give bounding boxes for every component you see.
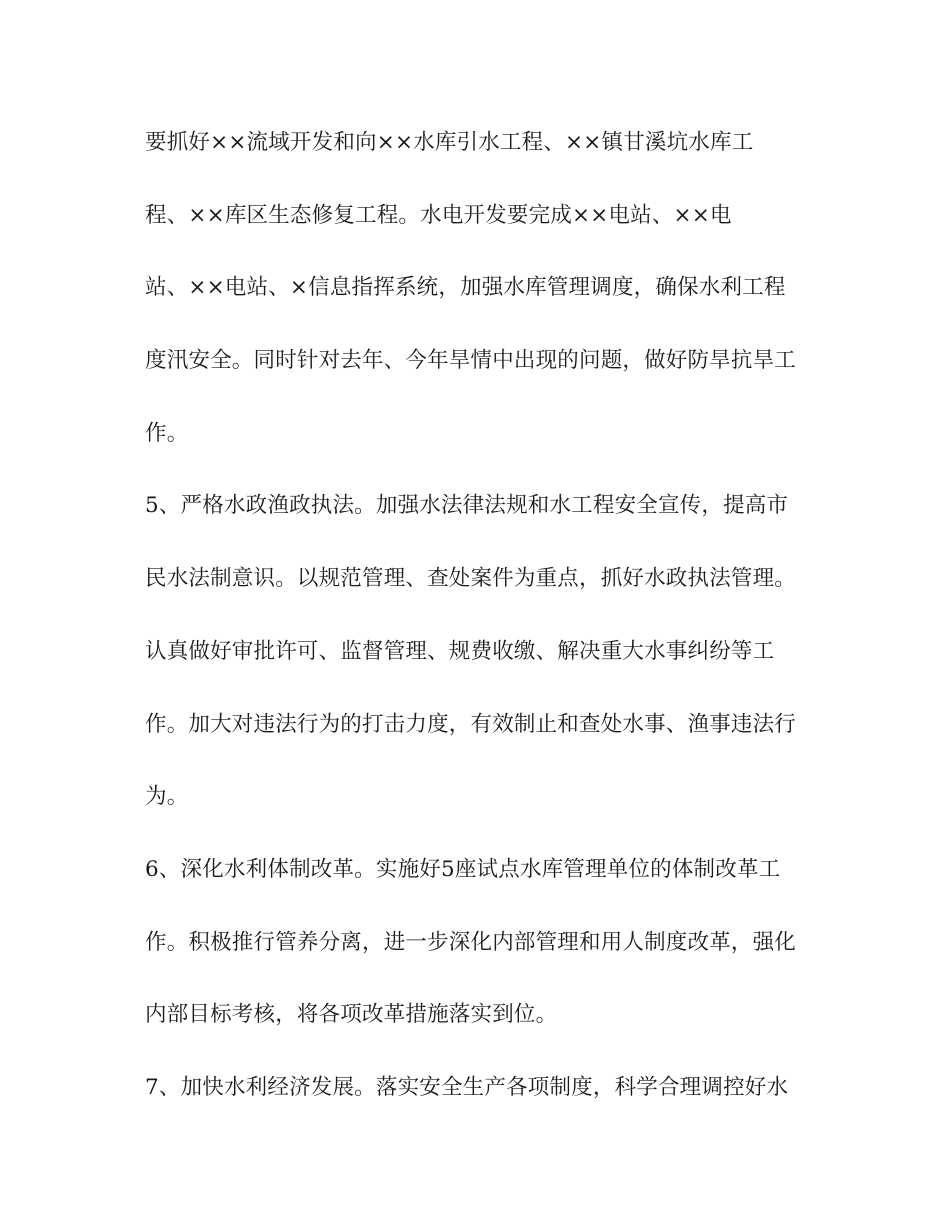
text-line: 民水法制意识。以规范管理、查处案件为重点，抓好水政执法管理。 — [145, 566, 797, 592]
section-5-heading-line: 5、严格水政渔政执法。加强水法律法规和水工程安全宣传，提高市 — [145, 493, 789, 519]
section-6-heading-line: 6、深化水利体制改革。实施好5座试点水库管理单位的体制改革工 — [145, 856, 781, 882]
text-line: 作。加大对违法行为的打击力度，有效制止和查处水事、渔事违法行 — [145, 711, 797, 737]
text-line: 作。积极推行管养分离，进一步深化内部管理和用人制度改革，强化 — [145, 929, 797, 955]
section-7-heading-line: 7、加快水利经济发展。落实安全生产各项制度，科学合理调控好水 — [145, 1074, 789, 1100]
text-line: 要抓好××流域开发和向××水库引水工程、××镇甘溪坑水库工 — [145, 130, 754, 155]
text-line: 作。 — [145, 420, 189, 446]
text-line: 站、××电站、×信息指挥系统，加强水库管理调度，确保水利工程 — [145, 275, 786, 301]
text-line: 为。 — [145, 784, 189, 810]
text-line: 程、××库区生态修复工程。水电开发要完成××电站、××电 — [145, 202, 732, 228]
text-line: 认真做好审批许可、监督管理、规费收缴、解决重大水事纠纷等工 — [145, 638, 775, 664]
text-line: 度汛安全。同时针对去年、今年旱情中出现的问题，做好防旱抗旱工 — [145, 348, 797, 374]
document-body — [145, 123, 805, 1141]
text-line: 内部目标考核，将各项改革措施落实到位。 — [145, 1002, 558, 1028]
